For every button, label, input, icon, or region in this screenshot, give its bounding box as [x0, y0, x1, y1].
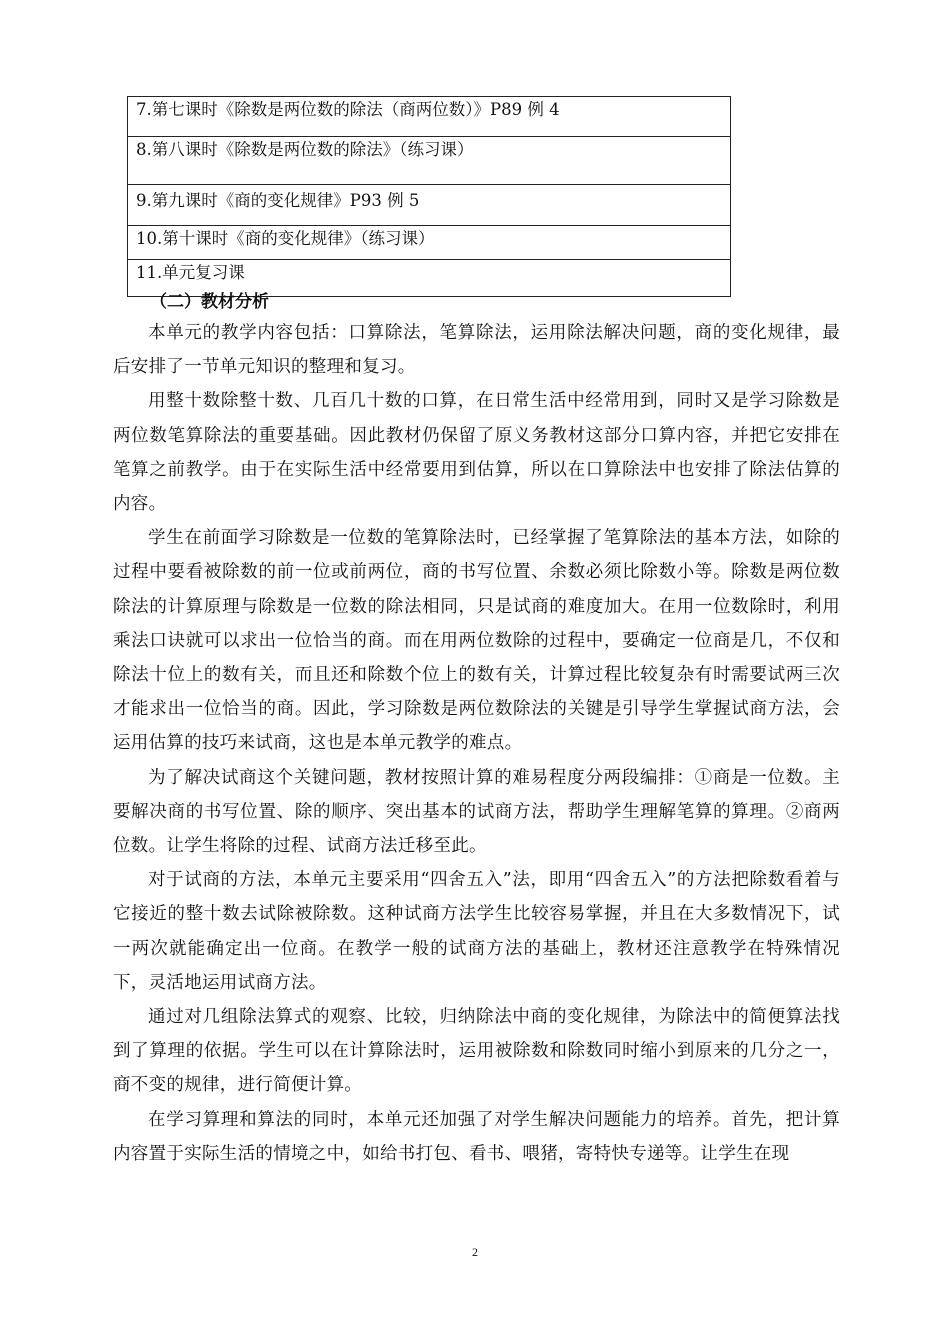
table-cell: 11.单元复习课 — [128, 260, 731, 297]
table-row — [128, 185, 731, 226]
table-cell: 8.第八课时《除数是两位数的除法》（练习课） — [128, 137, 731, 185]
paragraph: 对于试商的方法，本单元主要采用“四舍五入”法，即用“四舍五入”的方法把除数看着与它接近的整十数去试除被除数。这种试商方法学生比较容易掌握，并且在大多数情况下，试一两次就能确定出一位商。在教学一般的试商方法的基础上，教材还注意教学在特殊情况下，灵活地运用试商方法。 — [113, 870, 840, 993]
table-row — [128, 97, 731, 137]
paragraph: 学生在前面学习除数是一位数的笔算除法时，已经掌握了笔算除法的基本方法，如除的过程中要看被除数的前一位或前两位，商的书写位置、余数必须比除数小等。除数是两位数除法的计算原理与除数是一位数的除法相同，只是试商的难度加大。在用一位数除时，利用乘法口诀就可以求出一位恰当的商。而在用两位数除的过程中，要确定一位商是几，不仅和除法十位上的数有关，而且还和除数个位上的数有关，计算过程比较复杂有时需要试两三次才能求出一位恰当的商。因此，学习除数是两位数除法的关键是引导学生掌握试商方法，会运用估算的技巧来试商，这也是本单元教学的难点。 — [113, 528, 840, 754]
table-row — [128, 226, 731, 260]
body-text — [113, 316, 840, 1171]
paragraph: 通过对几组除法算式的观察、比较，归纳除法中商的变化规律，为除法中的简便算法找到了算理的依据。学生可以在计算除法时，运用被除数和除数同时缩小到原来的几分之一，商不变的规律，进行简便计算。 — [113, 1007, 840, 1096]
table-cell: 7.第七课时《除数是两位数的除法（商两位数）》P89 例 4 — [128, 97, 731, 137]
page-number: 2 — [472, 1245, 478, 1259]
table-cell: 10.第十课时《商的变化规律》（练习课） — [128, 226, 731, 260]
paragraph: 为了解决试商这个关键问题，教材按照计算的难易程度分两段编排：①商是一位数。主要解决商的书写位置、除的顺序、突出基本的试商方法，帮助学生理解笔算的算理。②商两位数。让学生将除的过程、试商方法迁移至此。 — [113, 767, 840, 857]
paragraph: 本单元的教学内容包括：口算除法，笔算除法，运用除法解决问题，商的变化规律，最后安排了一节单元知识的整理和复习。 — [113, 323, 840, 378]
lesson-schedule-table — [127, 96, 731, 297]
table-row — [128, 137, 731, 185]
paragraph: 用整十数除整十数、几百几十数的口算，在日常生活中经常用到，同时又是学习除数是两位数笔算除法的重要基础。因此教材仍保留了原义务教材这部分口算内容，并把它安排在笔算之前教学。由于在实际生活中经常要用到估算，所以在口算除法中也安排了除法估算的内容。 — [113, 391, 840, 515]
paragraph: 在学习算理和算法的同时，本单元还加强了对学生解决问题能力的培养。首先，把计算内容置于实际生活的情境之中，如给书打包、看书、喂猪，寄特快专递等。让学生在现 — [113, 1109, 840, 1164]
section-heading: （二）教材分析 — [150, 292, 269, 312]
table-cell: 9.第九课时《商的变化规律》P93 例 5 — [128, 185, 731, 226]
